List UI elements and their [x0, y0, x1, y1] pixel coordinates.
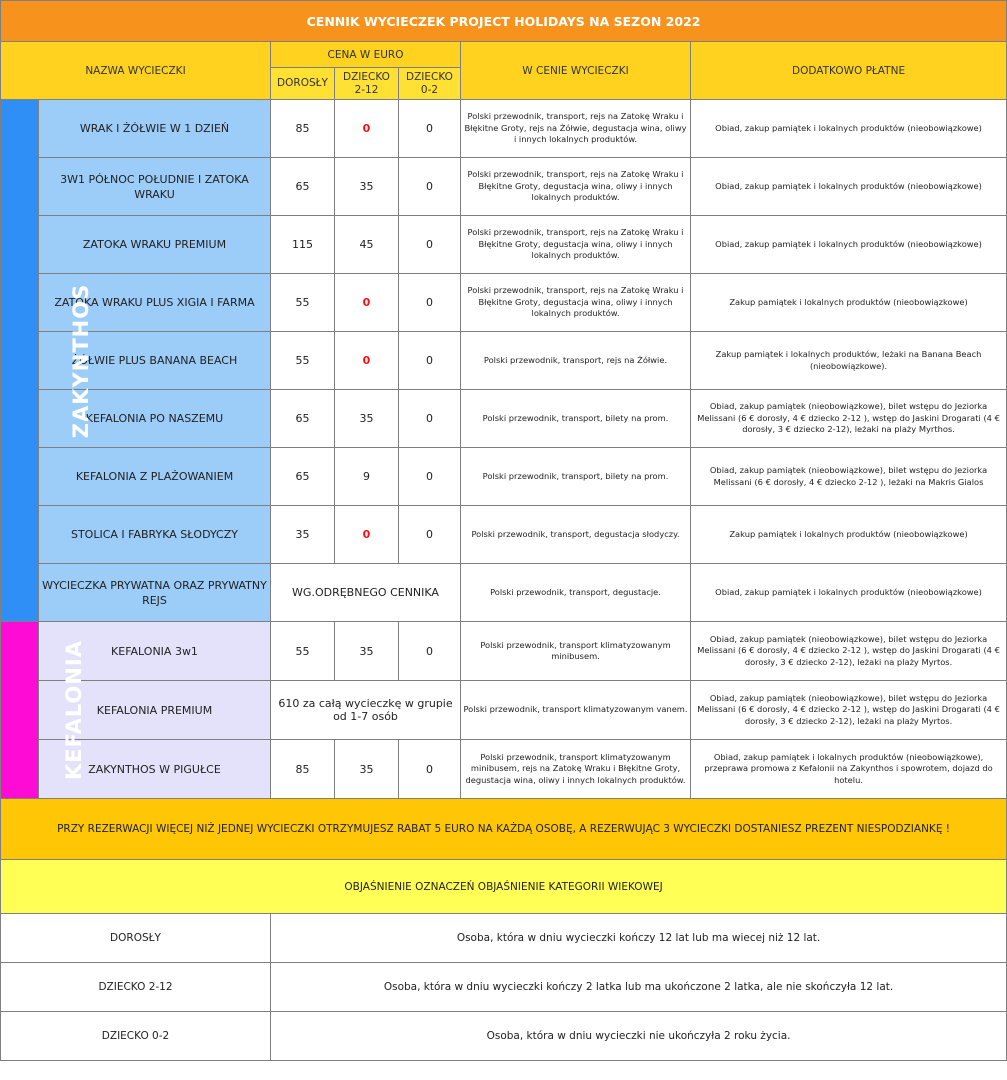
tour-included: Polski przewodnik, transport klimatyzowanym vanem. — [461, 681, 691, 740]
price-infant: 0 — [399, 740, 461, 799]
price-infant: 0 — [399, 274, 461, 332]
tour-row — [1, 390, 1007, 448]
price-adult: 85 — [271, 100, 335, 158]
price-note: 610 za całą wycieczkę w grupie od 1-7 osób — [271, 681, 461, 740]
price-infant: 0 — [399, 332, 461, 390]
tour-included: Polski przewodnik, transport, rejs na Zatokę Wraku i Błękitne Groty, degustacja wina, oliwy i innych lokalnych produktów. — [461, 158, 691, 216]
price-infant: 0 — [399, 622, 461, 681]
tour-name: ŻÓŁWIE PLUS BANANA BEACH — [39, 332, 271, 390]
price-adult: 35 — [271, 506, 335, 564]
legend-definition: Osoba, która w dniu wycieczki kończy 12 lat lub ma wiecej niż 12 lat. — [271, 914, 1007, 963]
legend-title: OBJAŚNIENIE OZNACZEŃ OBJAŚNIENIE KATEGORII WIEKOWEJ — [1, 860, 1007, 914]
tour-name: STOLICA I FABRYKA SŁODYCZY — [39, 506, 271, 564]
tour-name: ZATOKA WRAKU PREMIUM — [39, 216, 271, 274]
tour-row — [1, 506, 1007, 564]
price-adult: 55 — [271, 274, 335, 332]
tour-extra: Obiad, zakup pamiątek i lokalnych produktów (nieobowiązkowe) — [691, 158, 1007, 216]
tour-included: Polski przewodnik, transport, rejs na Zatokę Wraku i Błękitne Groty, degustacja wina, oliwy i innych lokalnych produktów. — [461, 216, 691, 274]
tour-included: Polski przewodnik, transport klimatyzowanym minibusem, rejs na Zatokę Wraku i Błękitne Groty, degustacja wina, oliwy i innych lokalnych produktów. — [461, 740, 691, 799]
header-child-2-12: DZIECKO 2-12 — [335, 68, 399, 100]
tour-name: KEFALONIA PREMIUM — [39, 681, 271, 740]
price-infant: 0 — [399, 390, 461, 448]
tour-name: 3W1 PÓŁNOC POŁUDNIE I ZATOKA WRAKU — [39, 158, 271, 216]
tour-included: Polski przewodnik, transport, degustacje. — [461, 564, 691, 622]
header-tour-name: NAZWA WYCIECZKI — [1, 42, 271, 100]
tour-extra: Zakup pamiątek i lokalnych produktów (nieobowiązkowe) — [691, 274, 1007, 332]
region-kefalonia — [1, 622, 86, 799]
price-infant: 0 — [399, 216, 461, 274]
price-adult: 65 — [271, 448, 335, 506]
tour-extra: Obiad, zakup pamiątek (nieobowiązkowe), bilet wstępu do Jeziorka Melissani (6 € dorosły, 4 € dziecko 2-12 ), wstęp do Jaskini Drogarati (4 € dorosły, 3 € dziecko 2-12), leżaki na plaży Myrtos. — [691, 681, 1007, 740]
tour-extra: Obiad, zakup pamiątek i lokalnych produktów (nieobowiązkowe) — [691, 100, 1007, 158]
tour-name: KEFALONIA PO NASZEMU — [39, 390, 271, 448]
header-price-group: CENA W EURO — [271, 42, 461, 68]
tour-included: Polski przewodnik, transport, rejs na Zatokę Wraku i Błękitne Groty, rejs na Żółwie, degustacja wina, oliwy i innych lokalnych produktów. — [461, 100, 691, 158]
tour-row — [1, 622, 1007, 681]
header-adult: DOROSŁY — [271, 68, 335, 100]
price-adult: 55 — [271, 332, 335, 390]
price-child: 0 — [335, 506, 399, 564]
tour-extra: Zakup pamiątek i lokalnych produktów, leżaki na Banana Beach (nieobowiązkowe). — [691, 332, 1007, 390]
price-adult: 55 — [271, 622, 335, 681]
page-title: CENNIK WYCIECZEK PROJECT HOLIDAYS NA SEZON 2022 — [1, 1, 1007, 42]
price-child: 45 — [335, 216, 399, 274]
tour-row — [1, 448, 1007, 506]
tour-name: WRAK I ŻÓŁWIE W 1 DZIEŃ — [39, 100, 271, 158]
tour-extra: Obiad, zakup pamiątek i lokalnych produktów (nieobowiązkowe) — [691, 216, 1007, 274]
region-zakynthos — [1, 100, 94, 622]
price-child: 35 — [335, 622, 399, 681]
price-child: 35 — [335, 740, 399, 799]
price-infant: 0 — [399, 506, 461, 564]
tour-extra: Zakup pamiątek i lokalnych produktów (nieobowiązkowe) — [691, 506, 1007, 564]
tour-row — [1, 216, 1007, 274]
region-label-zakynthos: ZAKYNTHOS — [69, 283, 94, 438]
region-label-kefalonia: KEFALONIA — [61, 640, 86, 780]
tour-row — [1, 332, 1007, 390]
header-row-1 — [1, 42, 1007, 68]
tour-extra: Obiad, zakup pamiątek i lokalnych produktów (nieobowiązkowe) — [691, 564, 1007, 622]
tour-extra: Obiad, zakup pamiątek (nieobowiązkowe), bilet wstępu do Jeziorka Melissani (6 € dorosły, 4 € dziecko 2-12 ), wstęp do Jaskini Drogarati (4 € dorosły, 3 € dziecko 2-12), leżaki na plaży Myrthos. — [691, 390, 1007, 448]
legend-row — [1, 963, 1007, 1012]
price-adult: 65 — [271, 390, 335, 448]
tour-row — [1, 274, 1007, 332]
price-child: 35 — [335, 390, 399, 448]
price-child: 0 — [335, 274, 399, 332]
legend-row — [1, 1012, 1007, 1061]
tour-included: Polski przewodnik, transport, rejs na Zatokę Wraku i Błękitne Groty, degustacja wina, oliwy i innych lokalnych produktów. — [461, 274, 691, 332]
tour-included: Polski przewodnik, transport, rejs na Żółwie. — [461, 332, 691, 390]
legend-definition: Osoba, która w dniu wycieczki nie ukończyła 2 roku życia. — [271, 1012, 1007, 1061]
price-child: 35 — [335, 158, 399, 216]
tour-included: Polski przewodnik, transport, bilety na prom. — [461, 448, 691, 506]
legend-definition: Osoba, która w dniu wycieczki kończy 2 latka lub ma ukończone 2 latka, ale nie skończyła 12 lat. — [271, 963, 1007, 1012]
header-extra: DODATKOWO PŁATNE — [691, 42, 1007, 100]
price-note: WG.ODRĘBNEGO CENNIKA — [271, 564, 461, 622]
legend-row — [1, 914, 1007, 963]
price-adult: 115 — [271, 216, 335, 274]
price-child: 0 — [335, 332, 399, 390]
notice-row — [1, 799, 1007, 860]
price-infant: 0 — [399, 158, 461, 216]
title-row — [1, 1, 1007, 42]
tour-name: KEFALONIA Z PLAŻOWANIEM — [39, 448, 271, 506]
price-adult: 65 — [271, 158, 335, 216]
legend-header-row — [1, 860, 1007, 914]
price-child: 0 — [335, 100, 399, 158]
tour-name: WYCIECZKA PRYWATNA ORAZ PRYWATNY REJS — [39, 564, 271, 622]
tour-name: ZAKYNTHOS W PIGUŁCE — [39, 740, 271, 799]
header-child-0-2: DZIECKO 0-2 — [399, 68, 461, 100]
tour-included: Polski przewodnik, transport, bilety na prom. — [461, 390, 691, 448]
legend-term: DZIECKO 2-12 — [1, 963, 271, 1012]
legend-term: DOROSŁY — [1, 914, 271, 963]
tour-row — [1, 740, 1007, 799]
discount-notice: PRZY REZERWACJI WIĘCEJ NIŻ JEDNEJ WYCIECZKI OTRZYMUJESZ RABAT 5 EURO NA KAŻDĄ OSOBĘ, A REZERWUJĄC 3 WYCIECZKI DOSTANIESZ PREZENT NIESPODZIANKĘ ! — [1, 799, 1007, 860]
tour-extra: Obiad, zakup pamiątek (nieobowiązkowe), bilet wstępu do Jeziorka Melissani (6 € dorosły, 4 € dziecko 2-12 ), leżaki na Makris Gialos — [691, 448, 1007, 506]
legend-term: DZIECKO 0-2 — [1, 1012, 271, 1061]
price-adult: 85 — [271, 740, 335, 799]
price-infant: 0 — [399, 448, 461, 506]
tour-name: ZATOKA WRAKU PLUS XIGIA I FARMA — [39, 274, 271, 332]
tour-row — [1, 100, 1007, 158]
header-included: W CENIE WYCIECZKI — [461, 42, 691, 100]
tour-row — [1, 158, 1007, 216]
tour-extra: Obiad, zakup pamiątek i lokalnych produktów (nieobowiązkowe), przeprawa promowa z Kefalonii na Zakynthos i spowrotem, dojazd do hotelu. — [691, 740, 1007, 799]
tour-included: Polski przewodnik, transport klimatyzowanym minibusem. — [461, 622, 691, 681]
price-infant: 0 — [399, 100, 461, 158]
price-child: 9 — [335, 448, 399, 506]
tour-name: KEFALONIA 3w1 — [39, 622, 271, 681]
tour-row — [1, 681, 1007, 740]
tour-extra: Obiad, zakup pamiątek (nieobowiązkowe), bilet wstępu do Jeziorka Melissani (6 € dorosły, 4 € dziecko 2-12 ), wstęp do Jaskini Drogarati (4 € dorosły, 3 € dziecko 2-12), leżaki na plaży Myrtos. — [691, 622, 1007, 681]
tour-row — [1, 564, 1007, 622]
tour-included: Polski przewodnik, transport, degustacja słodyczy. — [461, 506, 691, 564]
